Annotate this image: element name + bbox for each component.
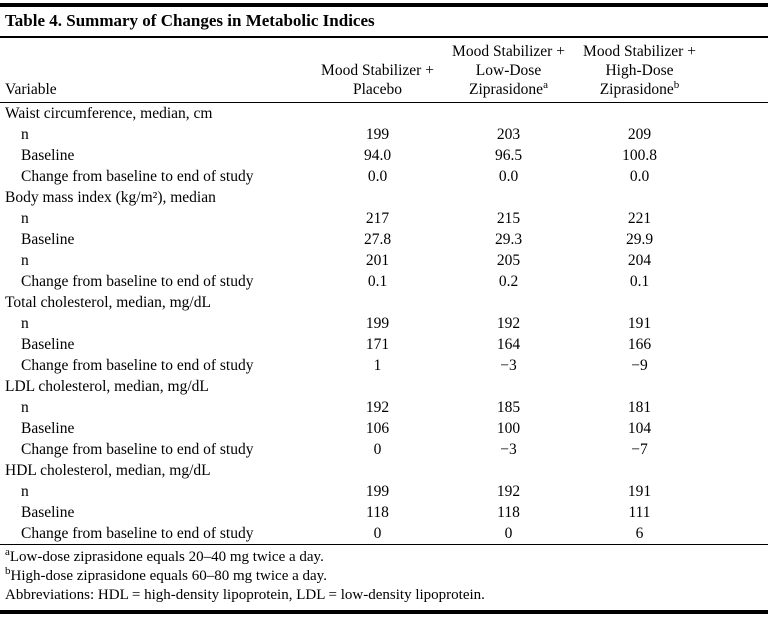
column-header-group-2: Mood Stabilizer + High-Dose Ziprasidone$^b$ <box>574 38 705 103</box>
row-label: Baseline <box>21 419 75 437</box>
cell-value: −7 <box>631 440 648 458</box>
footnote: $^b$High-dose ziprasidone equals 60–80 mg twice a day. <box>5 565 327 584</box>
cell-value: 100 <box>496 419 521 437</box>
cell-value: 118 <box>497 503 520 521</box>
cell-value: 0.1 <box>629 272 650 290</box>
table-row <box>0 229 768 250</box>
column-header-variable: Variable <box>0 38 312 103</box>
cell-value: 0.2 <box>498 272 519 290</box>
cell-value: 209 <box>627 125 652 143</box>
cell-value: 164 <box>496 335 521 353</box>
section-header: Body mass index (kg/m²), median <box>5 188 216 206</box>
spacer-column <box>705 38 768 103</box>
row-label: n <box>21 398 29 416</box>
row-label: Change from baseline to end of study <box>21 440 254 458</box>
row-label: Baseline <box>21 335 75 353</box>
section-header: Total cholesterol, median, mg/dL <box>5 293 211 311</box>
cell-value: 215 <box>496 209 521 227</box>
cell-value: 205 <box>496 251 521 269</box>
cell-value: 0.0 <box>629 167 650 185</box>
cell-value: 0 <box>373 440 382 458</box>
cell-value: 199 <box>365 482 390 500</box>
table-row <box>0 397 768 418</box>
spacer-cell <box>705 145 768 166</box>
cell-value: 199 <box>365 314 390 332</box>
cell-value: 191 <box>627 314 652 332</box>
table-row <box>0 418 768 439</box>
cell-value: 185 <box>496 398 521 416</box>
row-label: Baseline <box>21 503 75 521</box>
section-header-row <box>0 460 768 481</box>
section-header: LDL cholesterol, median, mg/dL <box>5 377 209 395</box>
row-label: Baseline <box>21 146 75 164</box>
section-header-row <box>0 292 768 313</box>
cell-value: 6 <box>635 524 644 542</box>
spacer-cell <box>705 229 768 250</box>
cell-value: 1 <box>373 356 382 374</box>
cell-value: 192 <box>365 398 390 416</box>
table-row <box>0 124 768 145</box>
spacer-cell <box>705 439 768 460</box>
spacer-cell <box>705 166 768 187</box>
column-header-group-1: Mood Stabilizer + Low-Dose Ziprasidone$^a$ <box>443 38 574 103</box>
row-label: Change from baseline to end of study <box>21 524 254 542</box>
cell-value: 0.0 <box>498 167 519 185</box>
section-header: Waist circumference, median, cm <box>5 104 213 122</box>
cell-value: 111 <box>628 503 651 521</box>
row-label: Change from baseline to end of study <box>21 356 254 374</box>
spacer-cell <box>705 124 768 145</box>
footnote-marker-icon: b <box>673 78 680 91</box>
row-label: n <box>21 482 29 500</box>
cell-value: 106 <box>365 419 390 437</box>
table-row <box>0 208 768 229</box>
cell-value: 192 <box>496 314 521 332</box>
row-label: n <box>21 251 29 269</box>
footnote: Abbreviations: HDL = high-density lipoprotein, LDL = low-density lipoprotein. <box>5 587 485 603</box>
section-header: HDL cholesterol, median, mg/dL <box>5 461 211 479</box>
cell-value: 192 <box>496 482 521 500</box>
cell-value: 104 <box>627 419 652 437</box>
cell-value: 171 <box>365 335 390 353</box>
row-label: n <box>21 125 29 143</box>
spacer-cell <box>705 250 768 271</box>
cell-value: 118 <box>366 503 389 521</box>
spacer-cell <box>705 313 768 334</box>
spacer-cell <box>705 355 768 376</box>
cell-value: 217 <box>365 209 390 227</box>
cell-value: 27.8 <box>363 230 392 248</box>
spacer-cell <box>705 523 768 544</box>
cell-value: 191 <box>627 482 652 500</box>
table-row <box>0 166 768 187</box>
cell-value: 221 <box>627 209 652 227</box>
cell-value: 204 <box>627 251 652 269</box>
row-label: Change from baseline to end of study <box>21 167 254 185</box>
cell-value: 29.3 <box>494 230 523 248</box>
cell-value: 0 <box>504 524 513 542</box>
table-row <box>0 250 768 271</box>
table-row <box>0 145 768 166</box>
spacer-cell <box>705 208 768 229</box>
cell-value: 29.9 <box>625 230 654 248</box>
cell-value: −3 <box>500 356 517 374</box>
spacer-cell <box>705 397 768 418</box>
bottom-rule <box>0 610 768 614</box>
cell-value: 0.0 <box>367 167 388 185</box>
spacer-cell <box>705 418 768 439</box>
spacer-cell <box>705 502 768 523</box>
column-header-group-0: Mood Stabilizer + Placebo <box>312 38 443 103</box>
cell-value: 201 <box>365 251 390 269</box>
cell-value: 199 <box>365 125 390 143</box>
table-row <box>0 355 768 376</box>
table-row <box>0 313 768 334</box>
section-header-row <box>0 103 768 125</box>
table-header <box>0 38 768 103</box>
cell-value: 166 <box>627 335 652 353</box>
spacer-cell <box>705 481 768 502</box>
footnotes <box>0 545 768 609</box>
spacer-cell <box>705 271 768 292</box>
table-title: Table 4. Summary of Changes in Metabolic Indices <box>5 11 375 30</box>
cell-value: −9 <box>631 356 648 374</box>
row-label: Baseline <box>21 230 75 248</box>
cell-value: 0 <box>373 524 382 542</box>
table-row <box>0 334 768 355</box>
row-label: Change from baseline to end of study <box>21 272 254 290</box>
table-row <box>0 502 768 523</box>
cell-value: 0.1 <box>367 272 388 290</box>
footnote: $^a$Low-dose ziprasidone equals 20–40 mg twice a day. <box>5 546 324 565</box>
spacer-cell <box>705 334 768 355</box>
table-row <box>0 481 768 502</box>
section-header-row <box>0 376 768 397</box>
cell-value: 96.5 <box>494 146 523 164</box>
row-label: n <box>21 209 29 227</box>
table-row <box>0 271 768 292</box>
footnote-marker-icon: a <box>5 546 10 558</box>
cell-value: 203 <box>496 125 521 143</box>
header-row <box>0 38 768 103</box>
footnote-marker-icon: a <box>543 78 548 91</box>
table-body <box>0 103 768 545</box>
cell-value: 100.8 <box>622 146 657 164</box>
table-row <box>0 439 768 460</box>
cell-value: −3 <box>500 440 517 458</box>
table-row <box>0 523 768 544</box>
cell-value: 94.0 <box>363 146 392 164</box>
section-header-row <box>0 187 768 208</box>
metabolic-indices-table <box>0 38 768 544</box>
cell-value: 181 <box>627 398 652 416</box>
row-label: n <box>21 314 29 332</box>
footnote-marker-icon: b <box>5 565 11 577</box>
